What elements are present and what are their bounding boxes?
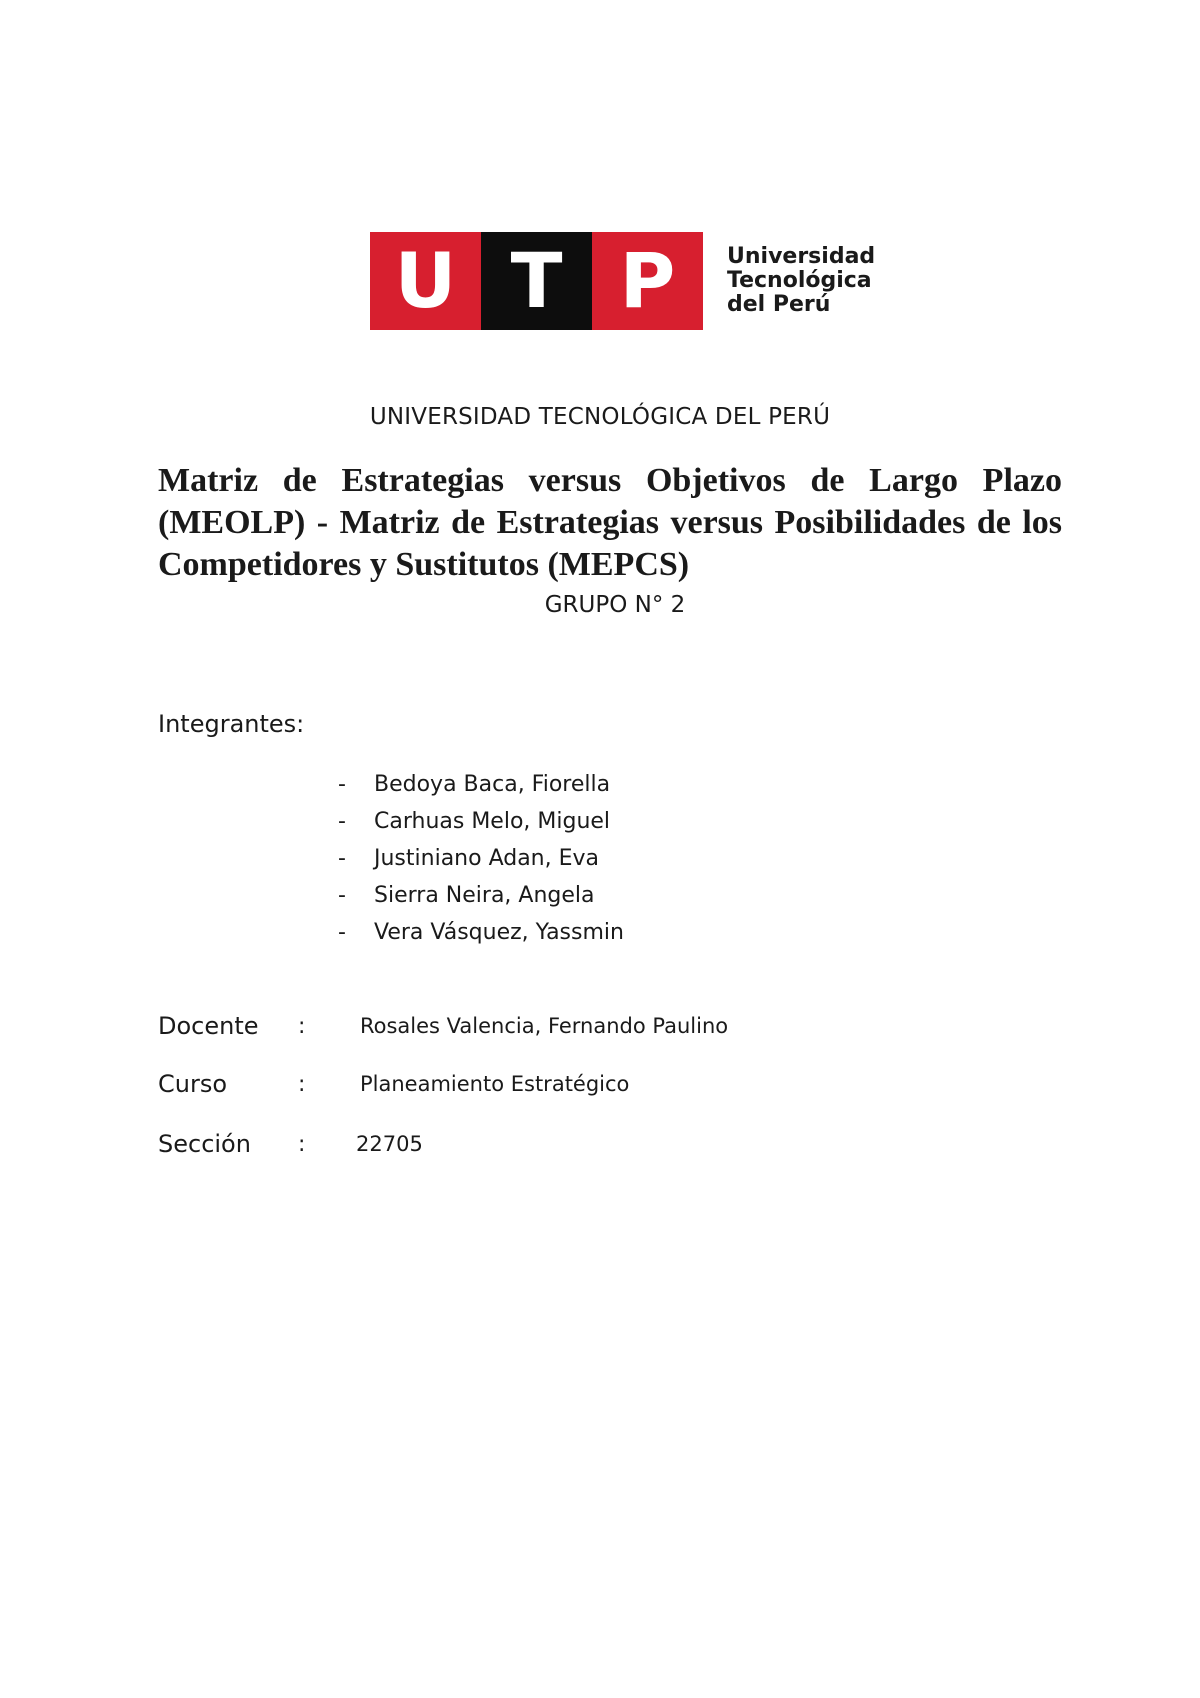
member-item — [338, 766, 624, 803]
member-name: Sierra Neira, Angela — [374, 883, 595, 908]
logo-line-2: Tecnológica — [727, 268, 872, 293]
bullet-dash: - — [338, 920, 346, 945]
member-item — [338, 914, 624, 951]
member-name: Bedoya Baca, Fiorella — [374, 772, 611, 797]
logo-letter-u: U — [370, 232, 481, 330]
bullet-dash: - — [338, 772, 346, 797]
university-name: UNIVERSIDAD TECNOLÓGICA DEL PERÚ — [369, 404, 831, 430]
seccion-label: Sección — [158, 1130, 251, 1158]
member-name: Carhuas Melo, Miguel — [374, 809, 611, 834]
curso-label: Curso — [158, 1070, 228, 1098]
member-item — [338, 840, 624, 877]
logo-letter-blocks — [370, 232, 703, 330]
logo-letter-t: T — [481, 232, 592, 330]
docente-row — [158, 1012, 728, 1040]
logo-line-1: Universidad — [727, 244, 876, 269]
member-item — [338, 803, 624, 840]
member-item — [338, 877, 624, 914]
bullet-dash: - — [338, 846, 346, 871]
curso-row — [158, 1070, 629, 1098]
utp-logo — [370, 232, 875, 330]
curso-separator: : — [298, 1071, 306, 1097]
group-number: GRUPO N° 2 — [544, 592, 686, 618]
bullet-dash: - — [338, 883, 346, 908]
bullet-dash: - — [338, 809, 346, 834]
member-name: Vera Vásquez, Yassmin — [374, 920, 624, 945]
curso-value: Planeamiento Estratégico — [360, 1072, 630, 1096]
seccion-value: 22705 — [356, 1132, 423, 1156]
member-name: Justiniano Adan, Eva — [374, 846, 600, 871]
seccion-separator: : — [298, 1131, 306, 1157]
members-heading: Integrantes: — [158, 710, 305, 738]
members-list — [338, 766, 624, 951]
docente-separator: : — [298, 1013, 306, 1039]
seccion-row — [158, 1130, 423, 1158]
document-title: Matriz de Estrategias versus Objetivos de Largo Plazo (MEOLP) - Matriz de Estrategias versus Posibilidades de los Competidores y Sustitutos (MEPCS) — [158, 462, 1062, 583]
docente-value: Rosales Valencia, Fernando Paulino — [360, 1014, 729, 1038]
logo-letter-p: P — [592, 232, 703, 330]
logo-line-3: del Perú — [727, 292, 831, 317]
logo-wordmark — [727, 245, 875, 317]
docente-label: Docente — [158, 1012, 259, 1040]
